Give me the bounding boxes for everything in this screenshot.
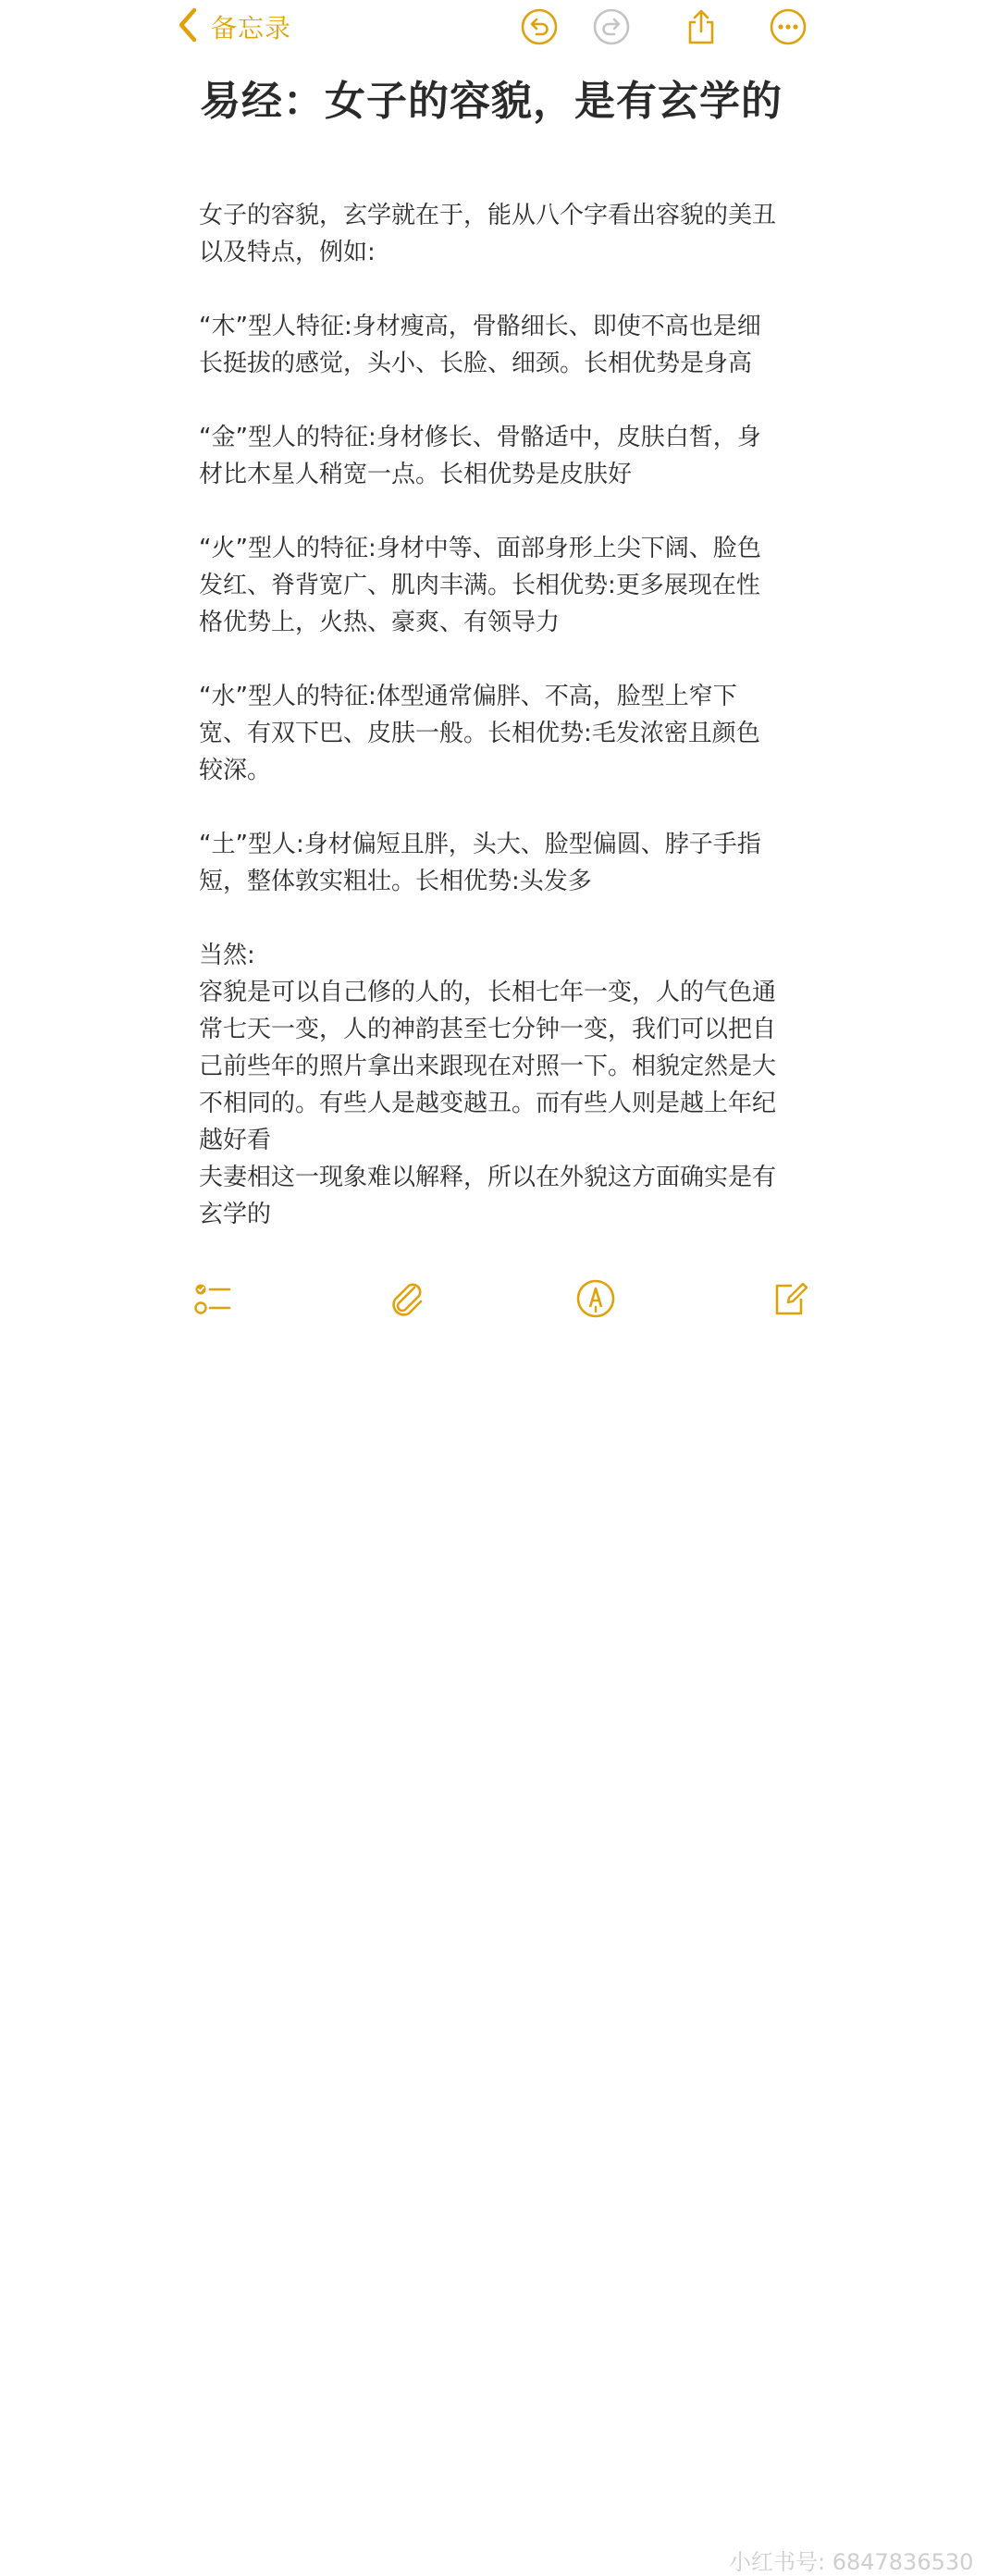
markup-button[interactable]: [575, 1278, 616, 1319]
note-paragraph-wood: “木”型人特征:身材瘦高，骨骼细长、即使不高也是细长挺拔的感觉，头小、长脸、细颈。长相优势是身高: [199, 313, 761, 377]
watermark: 小红书号: 6847836530: [729, 2549, 974, 2575]
note-paragraph-intro: 女子的容貌，玄学就在于，能从八个字看出容貌的美丑以及特点，例如:: [199, 202, 777, 266]
more-button[interactable]: [769, 7, 808, 46]
note-body[interactable]: [199, 197, 782, 1233]
paperclip-icon: [387, 1278, 427, 1319]
undo-button[interactable]: [520, 7, 559, 46]
redo-icon: [592, 7, 631, 46]
note-paragraph-water: “水”型人的特征:体型通常偏胖、不高，脸型上窄下宽、有双下巴、皮肤一般。长相优势:毛发浓密且颜色较深。: [199, 683, 760, 784]
note-title[interactable]: 易经：女子的容貌，是有玄学的: [200, 78, 783, 125]
undo-icon: [520, 7, 559, 46]
bottom-toolbar: [0, 1265, 999, 2575]
attach-button[interactable]: [387, 1278, 427, 1319]
note-line-of-course: 当然:: [199, 942, 255, 969]
markup-pen-icon: [575, 1278, 616, 1319]
more-icon: [769, 7, 808, 46]
note-paragraph-earth: “土”型人:身材偏短且胖，头大、脸型偏圆、脖子手指短，整体敦实粗壮。长相优势:头发多: [199, 831, 761, 895]
redo-button[interactable]: [592, 7, 631, 46]
back-label: 备忘录: [211, 13, 292, 43]
note-paragraph-metal: “金”型人的特征:身材修长、骨骼适中，皮肤白皙，身材比木星人稍宽一点。长相优势是皮肤好: [199, 424, 761, 488]
checklist-icon: [192, 1278, 233, 1319]
chevron-left-icon: [174, 6, 202, 47]
share-button[interactable]: [682, 7, 721, 46]
note-paragraph-fire: “火”型人的特征:身材中等、面部身形上尖下阔、脸色发红、脊背宽广、肌肉丰满。长相优势:更多展现在性格优势上，火热、豪爽、有领导力: [199, 535, 761, 636]
note-line-couple: 夫妻相这一现象难以解释，所以在外貌这方面确实是有玄学的: [199, 1164, 777, 1228]
checklist-button[interactable]: [192, 1278, 233, 1319]
back-button[interactable]: [174, 6, 291, 48]
note-line-appearance: 容貌是可以自己修的人的，长相七年一变，人的气色通常七天一变，人的神韵甚至七分钟一变，我们可以把自己前些年的照片拿出来跟现在对照一下。相貌定然是大不相同的。有些人是越变越丑。而有些人则是越上年纪越好看: [199, 979, 777, 1154]
share-icon: [682, 7, 721, 46]
compose-icon: [770, 1278, 810, 1319]
compose-button[interactable]: [770, 1278, 810, 1319]
top-navigation-bar: [0, 0, 999, 57]
